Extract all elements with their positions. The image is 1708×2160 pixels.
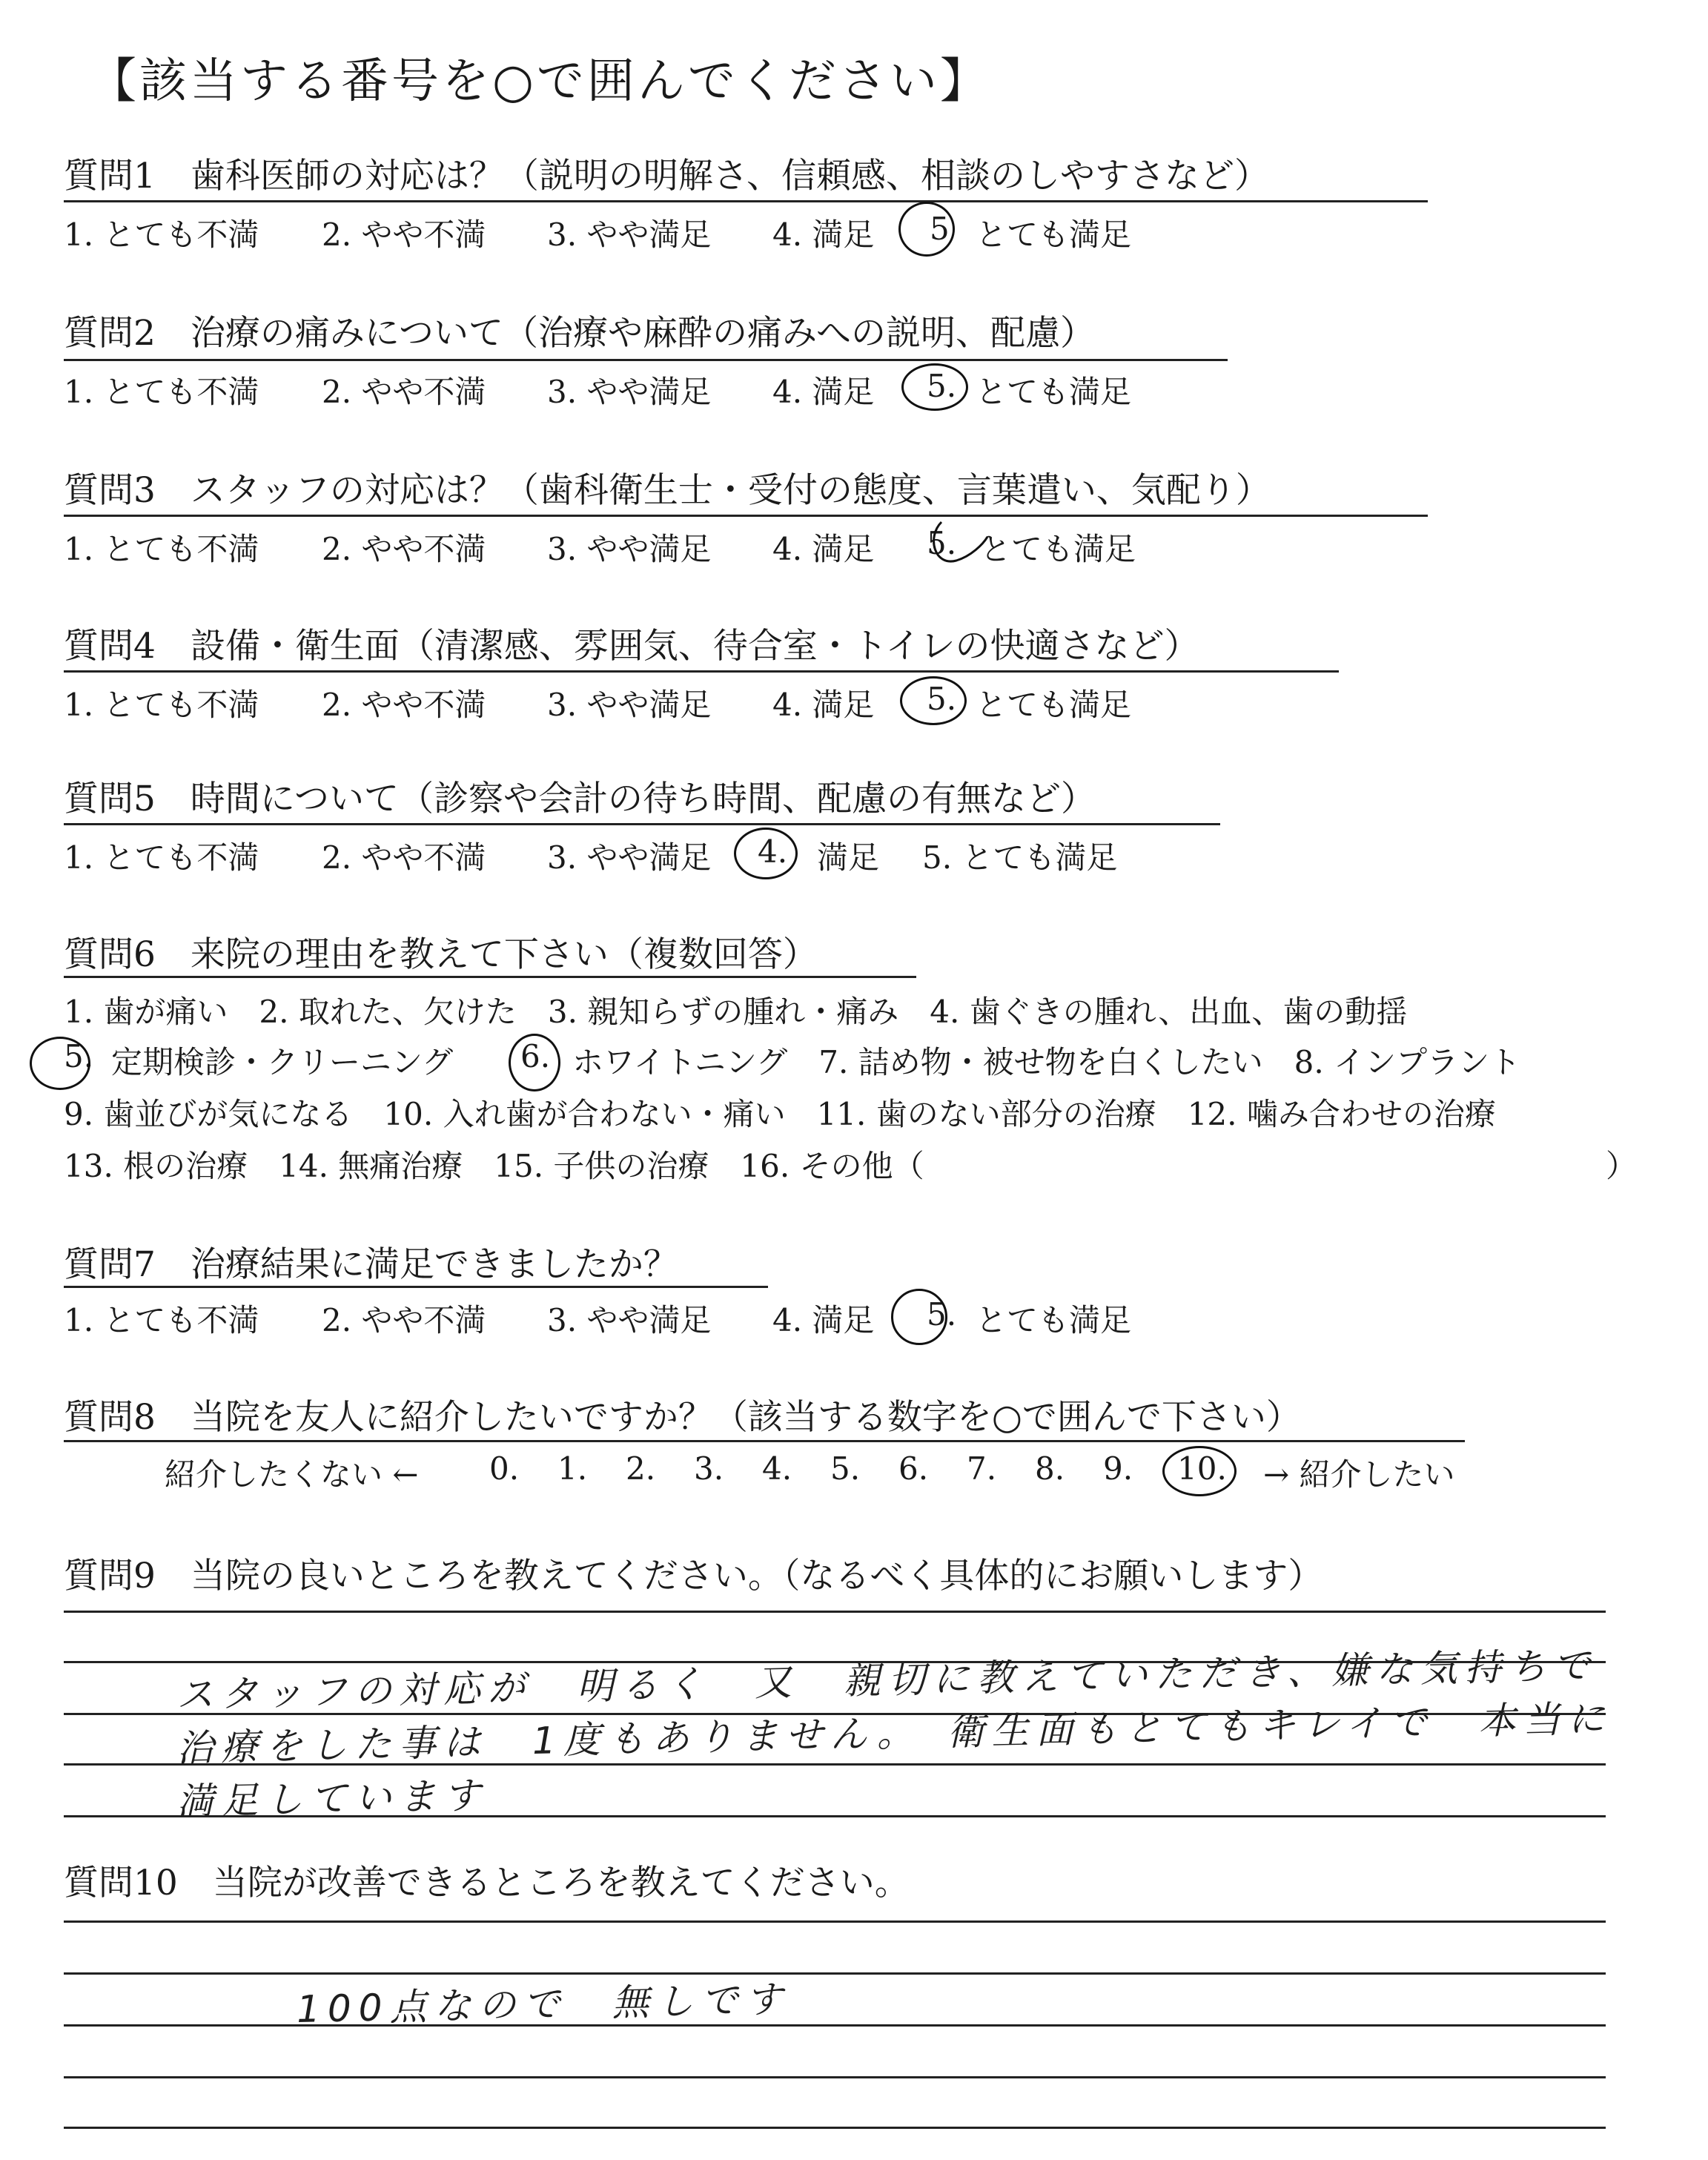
q3-option-3[interactable]: 3. やや満足 bbox=[547, 531, 712, 567]
q1-option-3[interactable]: 3. やや満足 bbox=[547, 217, 712, 253]
q7-option-4[interactable]: 4. 満足 bbox=[772, 1302, 875, 1338]
question-5-heading: 質問5 時間について（診察や会計の待ち時間、配慮の有無など） bbox=[64, 779, 1096, 819]
question-8-underline bbox=[64, 1440, 1465, 1442]
q7-option-1[interactable]: 1. とても不満 bbox=[64, 1302, 259, 1338]
q3-option-1[interactable]: 1. とても不満 bbox=[64, 531, 259, 567]
q8-option-0[interactable]: 0. bbox=[489, 1450, 520, 1487]
q3-option-4[interactable]: 4. 満足 bbox=[772, 531, 875, 567]
q9-handwritten-line-2[interactable]: 治療をした事は 1度もありません。 衛生面もとてもキレイで 本当に bbox=[176, 1697, 1613, 1770]
question-1-underline bbox=[64, 200, 1428, 202]
q4-option-1[interactable]: 1. とても不満 bbox=[64, 687, 259, 723]
q10-answer-line-2 bbox=[64, 1972, 1606, 1975]
question-4-heading: 質問4 設備・衛生面（清潔感、雰囲気、待合室・トイレの快適さなど） bbox=[64, 626, 1199, 667]
q10-handwritten-answer[interactable]: 100点なので 無しです bbox=[296, 1978, 790, 2031]
q5-option-4[interactable]: 4. bbox=[758, 833, 788, 870]
q10-answer-line-4 bbox=[64, 2076, 1606, 2078]
q8-left-label: 紹介したくない ← bbox=[165, 1456, 419, 1493]
q4-option-5-label: とても満足 bbox=[976, 687, 1132, 723]
q3-option-5[interactable]: 5. bbox=[927, 525, 957, 561]
question-7-underline bbox=[64, 1286, 768, 1288]
question-8-heading: 質問8 当院を友人に紹介したいですか？（該当する数字を○で囲んで下さい） bbox=[64, 1397, 1301, 1438]
q1-option-1[interactable]: 1. とても不満 bbox=[64, 217, 259, 253]
q1-option-4[interactable]: 4. 満足 bbox=[772, 217, 875, 253]
q8-option-3[interactable]: 3. bbox=[694, 1450, 724, 1487]
q5-option-3[interactable]: 3. やや満足 bbox=[547, 839, 712, 876]
question-1-heading: 質問1 歯科医師の対応は？（説明の明解さ、信頼感、相談のしやすさなど） bbox=[64, 156, 1270, 196]
q5-option-2[interactable]: 2. やや不満 bbox=[322, 839, 486, 876]
q5-option-1[interactable]: 1. とても不満 bbox=[64, 839, 259, 876]
q2-option-4[interactable]: 4. 満足 bbox=[772, 374, 875, 410]
q4-option-3[interactable]: 3. やや満足 bbox=[547, 687, 712, 723]
q5-option-4-label: 満足 bbox=[817, 839, 880, 876]
q7-option-5-label: とても満足 bbox=[976, 1302, 1132, 1338]
q6-row-3: 9. 歯並びが気になる 10. 入れ歯が合わない・痛い 11. 歯のない部分の治療 12. 噛み合わせの治療 bbox=[64, 1096, 1496, 1132]
q2-option-3[interactable]: 3. やや満足 bbox=[547, 374, 712, 410]
q6-row-4: 13. 根の治療 14. 無痛治療 15. 子供の治療 16. その他（ bbox=[64, 1148, 924, 1184]
q1-option-2[interactable]: 2. やや不満 bbox=[322, 217, 486, 253]
q9-handwritten-line-1[interactable]: スタッフの対応が 明るく 又 親切に教えていただき、嫌な気持ちで bbox=[176, 1643, 1598, 1717]
question-3-heading: 質問3 スタッフの対応は？（歯科衛生士・受付の態度、言葉遣い、気配り） bbox=[64, 470, 1271, 511]
q7-option-2[interactable]: 2. やや不満 bbox=[322, 1302, 486, 1338]
q8-option-6[interactable]: 6. bbox=[898, 1450, 929, 1487]
question-5-underline bbox=[64, 823, 1220, 825]
q7-option-3[interactable]: 3. やや満足 bbox=[547, 1302, 712, 1338]
question-7-heading: 質問7 治療結果に満足できましたか？ bbox=[64, 1244, 678, 1285]
q10-answer-line-1 bbox=[64, 1920, 1606, 1923]
q1-option-5[interactable]: 5 bbox=[930, 211, 950, 247]
q1-option-5-label: とても満足 bbox=[976, 217, 1132, 253]
q8-option-7[interactable]: 7. bbox=[967, 1450, 997, 1487]
question-2-heading: 質問2 治療の痛みについて（治療や麻酔の痛みへの説明、配慮） bbox=[64, 313, 1096, 354]
q8-option-8[interactable]: 8. bbox=[1035, 1450, 1065, 1487]
q8-right-label: → 紹介したい bbox=[1263, 1456, 1455, 1493]
q6-row-1: 1. 歯が痛い 2. 取れた、欠けた 3. 親知らずの腫れ・痛み 4. 歯ぐきの腫れ、出血、歯の動揺 bbox=[64, 994, 1408, 1030]
q10-answer-line-3 bbox=[64, 2024, 1606, 2027]
q8-option-4[interactable]: 4. bbox=[762, 1450, 792, 1487]
q3-option-2[interactable]: 2. やや不満 bbox=[322, 531, 486, 567]
question-9-heading: 質問9 当院の良いところを教えてください。（なるべく具体的にお願いします） bbox=[64, 1556, 1323, 1596]
q6-row-2-rest: ホワイトニング 7. 詰め物・被せ物を白くしたい 8. インプラント bbox=[572, 1044, 1521, 1080]
q8-option-1[interactable]: 1. bbox=[557, 1450, 588, 1487]
q8-option-5[interactable]: 5. bbox=[830, 1450, 861, 1487]
q6-option-5[interactable]: 5. bbox=[64, 1038, 94, 1074]
q9-handwritten-line-3[interactable]: 満足しています bbox=[176, 1774, 489, 1823]
q8-option-2[interactable]: 2. bbox=[626, 1450, 656, 1487]
q4-option-2[interactable]: 2. やや不満 bbox=[322, 687, 486, 723]
q2-option-5-label: とても満足 bbox=[976, 374, 1132, 410]
question-4-underline bbox=[64, 670, 1339, 673]
q10-answer-line-5 bbox=[64, 2127, 1606, 2129]
question-6-heading: 質問6 来院の理由を教えて下さい（複数回答） bbox=[64, 934, 818, 975]
q3-option-5-label: とても満足 bbox=[980, 531, 1136, 567]
question-2-underline bbox=[64, 359, 1228, 361]
q7-option-5[interactable]: 5. bbox=[927, 1296, 957, 1332]
q4-option-5[interactable]: 5. bbox=[927, 681, 957, 717]
question-10-heading: 質問10 当院が改善できるところを教えてください。 bbox=[64, 1863, 910, 1903]
q6-other-close: ） bbox=[1606, 1148, 1638, 1184]
q8-option-9[interactable]: 9. bbox=[1103, 1450, 1133, 1487]
q2-option-5[interactable]: 5. bbox=[927, 368, 957, 404]
q8-option-10[interactable]: 10. bbox=[1177, 1450, 1227, 1487]
question-6-underline bbox=[64, 976, 916, 978]
q9-answer-line-1 bbox=[64, 1611, 1606, 1613]
q6-option-6[interactable]: 6. bbox=[520, 1038, 551, 1074]
q6-option-5-label: 定期検診・クリーニング bbox=[111, 1044, 454, 1080]
question-3-underline bbox=[64, 515, 1428, 517]
q4-option-4[interactable]: 4. 満足 bbox=[772, 687, 875, 723]
q2-option-1[interactable]: 1. とても不満 bbox=[64, 374, 259, 410]
q2-option-2[interactable]: 2. やや不満 bbox=[322, 374, 486, 410]
q5-option-5[interactable]: 5. とても満足 bbox=[922, 839, 1118, 876]
page-title: 【該当する番号を○で囲んでください】 bbox=[89, 54, 990, 109]
